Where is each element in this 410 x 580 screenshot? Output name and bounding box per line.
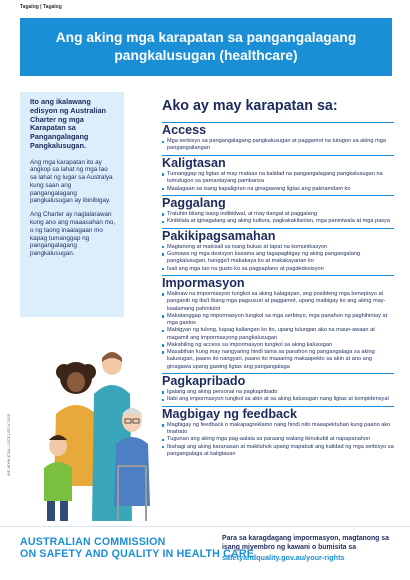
right-item: Kinikilala at iginagalang ang aking kultura, pagkakakilanlan, mga paniniwala at mga pasya <box>162 218 394 225</box>
right-section-impormasyon <box>162 275 394 371</box>
right-item: Tratuhin bilang isang indibidwal, at may dangal at paggalang <box>162 211 394 218</box>
language-label: Tagalog | Tagalog <box>20 4 62 10</box>
right-item: Magtanong at makisali sa isang bukas at tapat na komunikasyon <box>162 244 394 251</box>
sidebar-panel <box>20 92 124 317</box>
right-items <box>162 138 394 153</box>
right-title: Kaligtasan <box>162 155 394 170</box>
commission-logo <box>20 537 254 560</box>
right-section-pakikipagsamahan <box>162 228 394 273</box>
right-item: Isali ang mga tao na gusto ko sa pagpaplano at pagdedesisyon <box>162 266 394 273</box>
right-title: Pakikipagsamahan <box>162 228 394 243</box>
right-item: Makahiling ng access sa impormasyon tungkol sa aking kalusugan <box>162 342 394 349</box>
footer <box>0 526 410 580</box>
right-items <box>162 422 394 458</box>
right-item: Ibahagi ang aking karanasan at makilahok upang mapabuti ang kalidad ng mga serbisyo sa pangangalaga at kaligtasan <box>162 444 394 459</box>
right-items <box>162 389 394 404</box>
sidebar-paragraph-2: Ang Charter ay naglalarawan kung ano ang maaasahan mo, o ng taong inaalagaan mo kapag tumanggap ng pangangalagang pangkalusugan. <box>30 211 116 258</box>
right-items <box>162 211 394 226</box>
rights-heading: Ako ay may karapatan sa: <box>162 98 338 114</box>
family-illustration <box>34 336 156 521</box>
right-items <box>162 291 394 371</box>
right-title: Impormasyon <box>162 275 394 290</box>
document-code: INF-ATHH-ETAL-1 DCF1-ED-V 2019 <box>7 413 12 477</box>
right-items <box>162 171 394 193</box>
right-item: Magbigay ng feedback o makapagreklamo nang hindi nito maaapektuhan kung paano ako tinatrato <box>162 422 394 437</box>
right-item: Igalang ang aking personal na pagkapribado <box>162 389 394 396</box>
right-title: Pagkapribado <box>162 373 394 388</box>
right-item: Masabihan kung may nangyaring hindi tama sa panahon ng pangangalaga sa aking kalusugan, paano ito nangyari, paano ito maaaring makaapekto sa akin at ano ang ginagawa upang gawing ligtas ang pangangalaga <box>162 349 394 371</box>
right-item: Malinaw na impormasyon tungkol sa aking kalagayan, ang posibleng mga benepisyo at panganib ng iba't ibang mga pagsusuri at paggamot, upang maibigay ko ang aking may-kaalamang pahintulot <box>162 291 394 313</box>
right-section-magbigay-ng-feedback <box>162 406 394 459</box>
right-section-pagkapribado <box>162 373 394 404</box>
right-title: Paggalang <box>162 195 394 210</box>
right-item: Maalagaan sa isang kapaligiran na ginagawang ligtas ang pakiramdam ko <box>162 186 394 193</box>
sidebar-paragraph-1: Ang mga karapatan ito ay angkop sa lahat ng mga tao sa lahat ng lugar sa Australya kung saan ang pangangalagang pangkalusugan ay ibinibigay. <box>30 158 113 205</box>
right-item: Mga serbisyo sa pangangalagang pangkalusugan at paggamot na tutugon sa aking mga pangangailangan <box>162 138 394 153</box>
rights-list <box>162 122 394 458</box>
right-title: Access <box>162 122 394 137</box>
right-title: Magbigay ng feedback <box>162 406 394 421</box>
right-section-paggalang <box>162 195 394 226</box>
right-items <box>162 244 394 273</box>
right-section-access <box>162 122 394 153</box>
right-item: Tugunan ang aking mga pag-aalala sa paraang walang ikinukubli at napapanahon <box>162 436 394 443</box>
right-item: Tumanggap ng ligtas at may mataas na kalidad na pangangalagang pangkalusugan na tumutugon sa pamantayang pambansa <box>162 171 394 186</box>
title-banner <box>20 18 392 76</box>
right-item: Itabi ang impormasyon tungkol sa akin at sa aking kalusugan nang ligtas at kompidensyal <box>162 396 394 403</box>
footer-info <box>222 535 400 562</box>
right-item: Mabigyan ng tulong, kapag kailangan ko ito, upang tulungan ako na maun-awaan at magamit ang impormasyong pangkalusugan <box>162 327 394 342</box>
logo-line-1: AUSTRALIAN COMMISSION <box>20 536 166 548</box>
footer-info-text: Para sa karagdagang impormasyon, magtanong sa isang miyembro ng kawani o bumisita sa <box>222 535 389 551</box>
rights-section <box>162 98 394 460</box>
right-item: Gumawa ng mga desisyon kasama ang tagapagbigay ng aking pangangalang pangkalusugan, hangga't makakaya ko at makakayanan ko <box>162 251 394 266</box>
sidebar-intro: Ito ang ikalawang edisyon ng Australian Charter ng mga Karapatan sa Pangangalagang Pangkalusugan. <box>30 97 106 150</box>
page-title: Ang aking mga karapatan sa pangangalagang pangkalusugan (healthcare) <box>55 29 357 63</box>
right-item: Makatanggap ng impormasyon tungkol sa mga serbisyo, mga panahon ng paghihintay at mga gastos <box>162 313 394 328</box>
right-section-kaligtasan <box>162 155 394 193</box>
logo-line-2: ON SAFETY AND QUALITY IN HEALTH CARE <box>20 547 254 560</box>
footer-url-link[interactable]: safetyandquality.gov.au/your-rights <box>222 553 345 563</box>
